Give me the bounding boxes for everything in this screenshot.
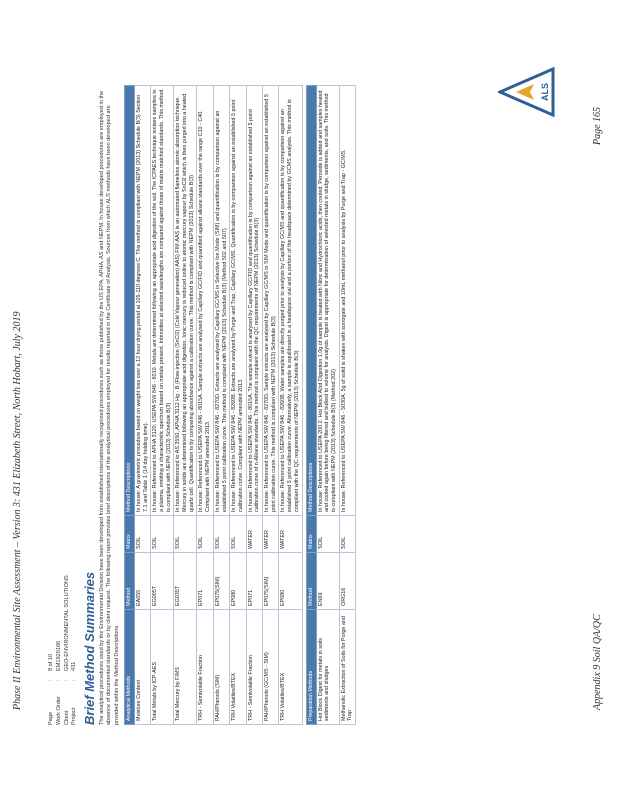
table-row bbox=[246, 86, 262, 725]
col-header: Method bbox=[124, 553, 134, 610]
cell-matrix: SOIL bbox=[230, 516, 246, 553]
cell-description: In house: Referenced to USEPA 200.2. Hot Block Acid Digestion 1.0g of sample is heated with Nitric and Hydrochloric acids, then cooled. Peroxide is added and samples heated and cooled again before being filtered and bulked to volume for analysis. Digest is appropriate for determination of selected metals in sludge, sediments, and soils. This method is compliant with NEPM (2013) Schedule B(3) (Method 202) bbox=[316, 86, 339, 516]
meta-value: GEO-ENVIRONMENTAL SOLUTIONS bbox=[63, 575, 70, 671]
svg-text:ALS: ALS bbox=[540, 83, 550, 101]
cell-matrix: SOIL bbox=[134, 516, 150, 553]
cell-method: Total Mercury by FIMS bbox=[174, 610, 197, 725]
cell-code: EA055 bbox=[134, 553, 150, 610]
cell-method: Total Metals by ICP-AES bbox=[151, 610, 174, 725]
analytical-methods-table bbox=[124, 85, 303, 725]
cell-matrix: SOIL bbox=[151, 516, 174, 553]
section-title: Brief Method Summaries bbox=[82, 571, 98, 725]
table-row bbox=[134, 86, 150, 725]
cell-code: EP080 bbox=[279, 553, 302, 610]
meta-row: Page : 8 of 10 bbox=[48, 653, 54, 725]
cell-method: TRH Volatiles/BTEX bbox=[230, 610, 246, 725]
cell-description: In house: Referenced to USEPA SW 846 - 8260B. Water samples are directly purged prior to analysis by Capillary GC/MS and quantification is by comparison against an established 5 point calibration curve. Alternatively, a sample is equilibrated in a headspace vial and a portion of the headspace determined by GCMS analysis. This method is compliant with the QC requirements of NEPM (2013) Schedule B(3) bbox=[279, 86, 302, 516]
cell-code: ORG16 bbox=[339, 553, 355, 610]
cell-description: In house: A gravimetric procedure based on weight loss over a 12 hour drying period at 105-110 degrees C. This method is compliant with NEPM (2013) Schedule B(3) Section 7.1 and Table 1 (14 day holding time). bbox=[134, 86, 150, 516]
cell-method: TRH - Semivolatile Fraction bbox=[197, 610, 213, 725]
cell-description: In house: Referenced to USEPA SW 846 - 5030A. 5g of solid is shaken with surrogate and 10mL methanol prior to analysis by Purge and Trap - GC/MS. bbox=[339, 86, 355, 516]
meta-row: Work Order : EM1920166 bbox=[55, 640, 62, 725]
table-row bbox=[230, 86, 246, 725]
table-row bbox=[197, 86, 213, 725]
cell-method: PAH/Phenols (GC/MS - SIM) bbox=[263, 610, 279, 725]
cell-description: In house: Referenced to USEPA SW 846 - 8015A. The sample extract is analysed by Capillary GC/FID and quantification is by comparison against an established 5 point calibration curve of n-Alkane standards. This method is compliant with the QC requirements of NEPM (2013) Schedule B(3) bbox=[246, 86, 262, 516]
table-header-row bbox=[306, 86, 316, 725]
cell-method: PAH/Phenols (SIM) bbox=[213, 610, 229, 725]
meta-key: Project bbox=[71, 707, 78, 725]
cell-code: EG035T bbox=[174, 553, 197, 610]
meta-key: Work Order bbox=[55, 696, 62, 725]
cell-code: EP071 bbox=[197, 553, 213, 610]
col-header: Method bbox=[306, 553, 316, 610]
cell-matrix: SOIL bbox=[213, 516, 229, 553]
cell-matrix: WATER bbox=[246, 516, 262, 553]
meta-row: Client : GEO-ENVIRONMENTAL SOLUTIONS bbox=[63, 575, 70, 725]
meta-key: Page bbox=[48, 711, 54, 725]
table-row bbox=[316, 86, 339, 725]
col-header: Preparation Methods bbox=[306, 610, 316, 725]
cell-matrix: SOIL bbox=[197, 516, 213, 553]
cell-method: Hot Block Digest for metals in soils sediments and sludges bbox=[316, 610, 339, 725]
table-row bbox=[151, 86, 174, 725]
report-meta bbox=[48, 85, 79, 725]
meta-row: Project : 431 bbox=[71, 661, 78, 725]
table-header-row bbox=[124, 86, 134, 725]
col-header: Matrix bbox=[124, 516, 134, 553]
cell-matrix: WATER bbox=[263, 516, 279, 553]
cell-description: In house: Referenced to USEPA SW 846 - 8270D. Sample extracts are analysed by Capillary GC/MS in SIM Mode and quantification is by comparison against an established 5 point calibration curve. This method is compliant with NEPM (2013) Schedule B(3) bbox=[263, 86, 279, 516]
meta-value: 8 of 10 bbox=[48, 653, 54, 671]
cell-code: EP075(SIM) bbox=[263, 553, 279, 610]
cell-code: EP080 bbox=[230, 553, 246, 610]
cell-matrix: SOIL bbox=[339, 516, 355, 553]
cell-code: EN69 bbox=[316, 553, 339, 610]
table-row bbox=[213, 86, 229, 725]
cell-code: EP071 bbox=[246, 553, 262, 610]
intro-paragraph: The analytical procedures used by the Environmental Division have been developed from established internationally recognized procedures such as those published by the US EPA, APHA, AS and NEPM. In house developed procedures are employed in the absence of documented standards or by client request. The following report provides brief descriptions of the analytical procedures employed for results reported in the Certificate of Analysis. Sources from which ALS methods have been developed are provided within the Method Descriptions. bbox=[99, 90, 120, 725]
cell-code: EP075(SIM) bbox=[213, 553, 229, 610]
als-logo bbox=[498, 67, 560, 117]
cell-description: In house: Referenced to APHA 3120; USEPA SW 846 - 6010. Metals are determined following an appropriate acid digestion of the soil. The ICPAES technique ionises samples in a plasma, emitting a characteristic spectrum based on metals present. Intensities at selected wavelengths are compared against those of matrix matched standards. This method is compliant with NEPM (2013) Schedule B(3) bbox=[151, 86, 174, 516]
page-header: Phase II Environmental Site Assessment – Version 3: 431 Elizabeth Street, North Hobart, July 2019 bbox=[12, 311, 23, 710]
footer-page-number: Page 165 bbox=[592, 106, 603, 145]
als-logo-icon bbox=[498, 67, 560, 117]
table-row bbox=[263, 86, 279, 725]
table-row bbox=[174, 86, 197, 725]
cell-method: Moisture Content bbox=[134, 610, 150, 725]
table-row bbox=[339, 86, 355, 725]
footer-left: Appendix 9 Soil QA/QC bbox=[592, 614, 603, 710]
cell-matrix: SOIL bbox=[174, 516, 197, 553]
cell-description: In house: Referenced to AS 3550, APHA 3112 Hg - B (Flow-injection (SnCl2) (Cold Vapour generation) AAS) FIM-AAS is an automated flameless atomic absorption technique. Mercury in solids are determined following an appropriate acid digestion. Ionic mercury is reduced online to atomic mercury vapour by SnCl2 which is then purged into a heated quartz cell. Quantification is by comparing absorbance against a calibration curve. This method is compliant with NEPM (2013) Schedule B(3) bbox=[174, 86, 197, 516]
cell-code: EG005T bbox=[151, 553, 174, 610]
col-header: Method Descriptions bbox=[306, 86, 316, 516]
col-header: Matrix bbox=[306, 516, 316, 553]
col-header: Analytical Methods bbox=[124, 610, 134, 725]
cell-description: In house: Referenced to USEPA SW 846 - 8270D. Extracts are analysed by Capillary GC/MS in Selective Ion Mode (SIM) and quantification is by comparison against an established 5 point calibration curve. This method is compliant with NEPM (2013) Schedule B(3) (Method 502 and 507) bbox=[213, 86, 229, 516]
cell-description: In house: Referenced to USEPA SW 846 - 8015A. Sample extracts are analysed by Capillary GC/FID and quantified against alkane standards over the range C10 - C40. Compliant with NEPM amended 2013. bbox=[197, 86, 213, 516]
cell-description: In house: Referenced to USEPA SW 846 - 8260B. Extracts are analysed by Purge and Trap, Capillary GC/MS. Quantification is by comparison against an established 5 point calibration curve. Compliant with NEPM amended 2013. bbox=[230, 86, 246, 516]
cell-matrix: WATER bbox=[279, 516, 302, 553]
cell-matrix: SOIL bbox=[316, 516, 339, 553]
col-header: Method Descriptions bbox=[124, 86, 134, 516]
report-content bbox=[48, 85, 356, 725]
cell-method: Methanolic Extraction of Soils for Purge and Trap bbox=[339, 610, 355, 725]
preparation-methods-table bbox=[306, 85, 357, 725]
table-row bbox=[279, 86, 302, 725]
cell-method: TRH Volatiles/BTEX bbox=[279, 610, 302, 725]
meta-key: Client bbox=[63, 710, 70, 725]
cell-method: TRH - Semivolatile Fraction bbox=[246, 610, 262, 725]
meta-value: EM1920166 bbox=[55, 640, 62, 671]
meta-value: 431 bbox=[71, 661, 78, 671]
